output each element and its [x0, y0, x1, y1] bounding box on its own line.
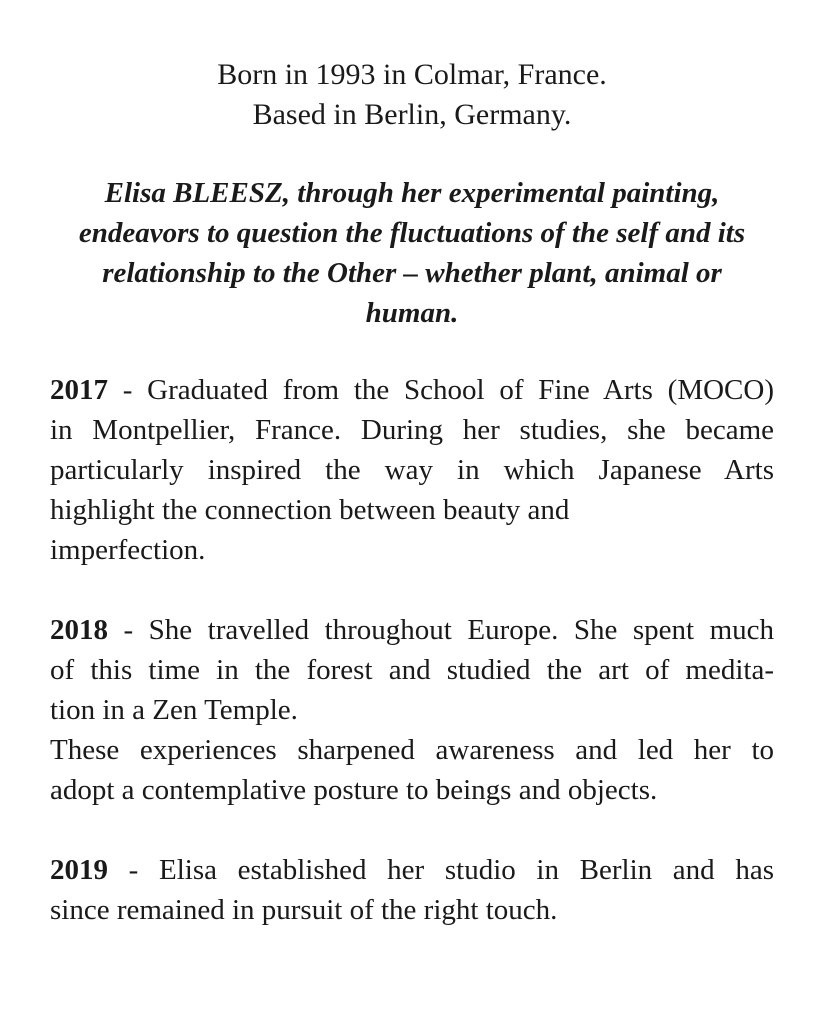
statement-line: Elisa BLEESZ, through her experimental painting,	[104, 177, 720, 209]
entry-text: of this time in the forest and studied the art of medita-	[50, 654, 774, 686]
artist-statement	[40, 173, 784, 333]
entry-text: - She travelled throughout Europe. She spent much	[108, 614, 774, 646]
intro-block	[0, 55, 824, 135]
entry-text: since remained in pursuit of the right touch.	[50, 894, 558, 926]
timeline-entry-2017	[50, 370, 774, 570]
entry-text: adopt a contemplative posture to beings and objects.	[50, 774, 658, 806]
statement-line: human.	[365, 297, 459, 329]
entry-year: 2018	[50, 614, 108, 646]
entry-text: - Elisa established her studio in Berlin and has	[108, 854, 774, 886]
entry-text: tion in a Zen Temple.	[50, 694, 298, 726]
entry-year: 2017	[50, 374, 108, 406]
timeline-entry-2019	[50, 850, 774, 930]
entry-text: particularly inspired the way in which Japanese Arts	[50, 454, 774, 486]
birth-line: Born in 1993 in Colmar, France.	[217, 58, 607, 91]
entry-text: in Montpellier, France. During her studies, she became	[50, 414, 774, 446]
entry-text: These experiences sharpened awareness and led her to	[50, 734, 774, 766]
entry-line	[50, 850, 774, 890]
based-line: Based in Berlin, Germany.	[252, 98, 572, 131]
entry-year: 2019	[50, 854, 108, 886]
entry-text: highlight the connection between beauty and	[50, 494, 570, 526]
entry-text: - Graduated from the School of Fine Arts (MOCO)	[108, 374, 774, 406]
entry-text: imperfection.	[50, 534, 206, 566]
timeline-entry-2018	[50, 610, 774, 810]
entry-line	[50, 610, 774, 650]
statement-line: endeavors to question the fluctuations of the self and its	[78, 217, 746, 249]
entry-line	[50, 370, 774, 410]
statement-line: relationship to the Other – whether plant, animal or	[102, 257, 722, 289]
